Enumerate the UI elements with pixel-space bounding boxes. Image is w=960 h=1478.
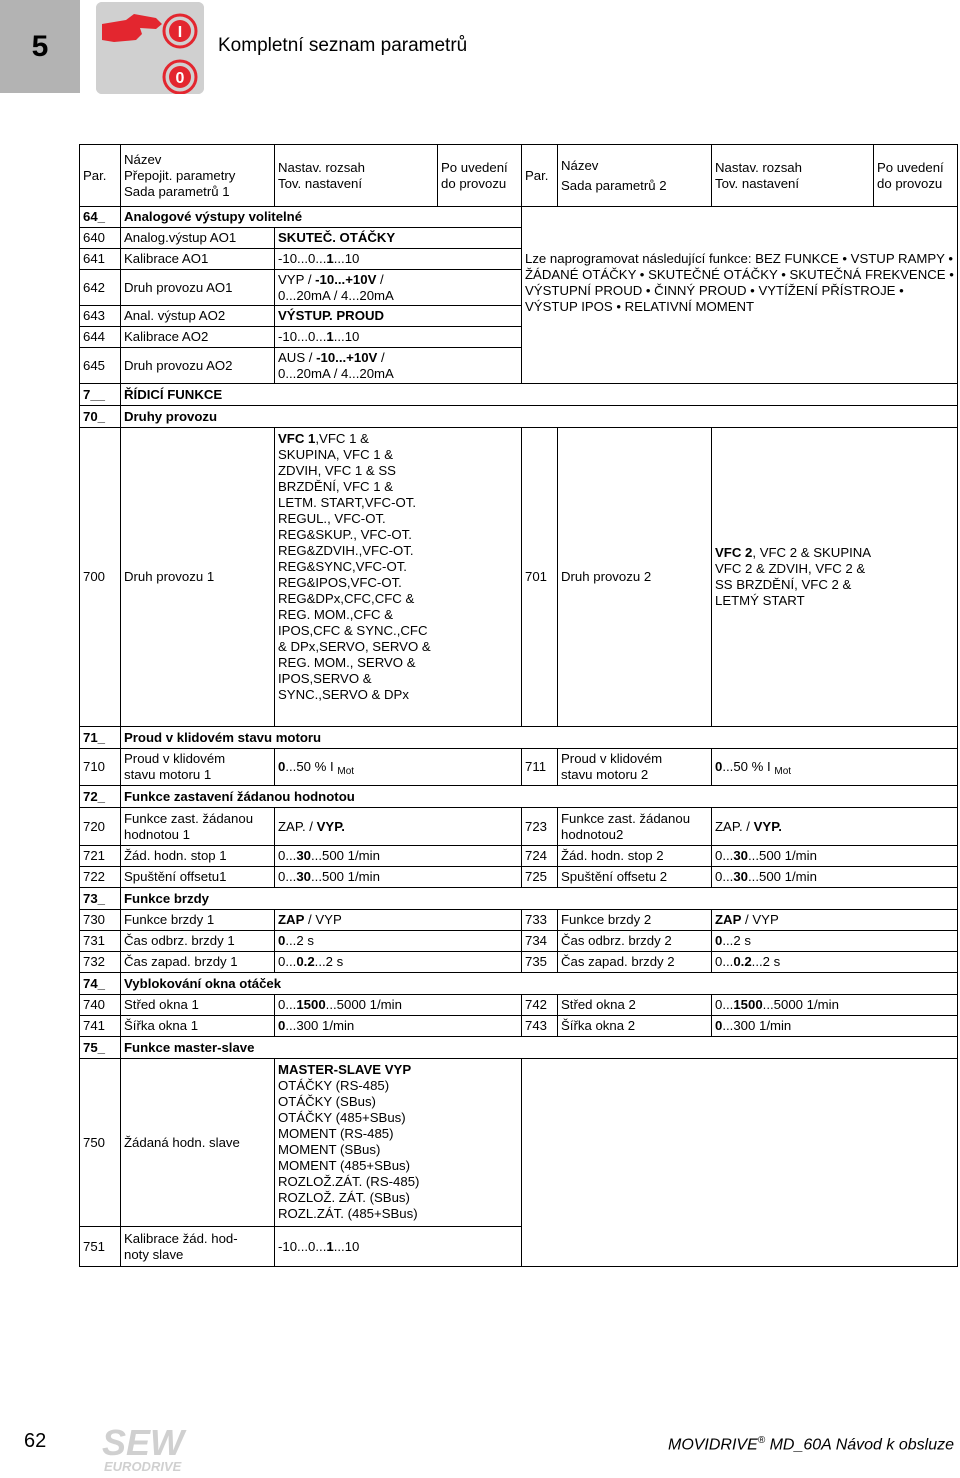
table-row: 732 Čas zapad. brzdy 1 0...0.2...2 s 735 Čas zapad. brzdy 2 0...0.2...2 s [80,952,958,973]
chapter-icon-box [96,2,204,94]
table-row: 640 Analog.výstup AO1 SKUTEČ. OTÁČKY [80,228,958,249]
chapter-number: 5 [0,0,80,93]
page-number: 62 [24,1430,47,1452]
table-row: 64_ Analogové výstupy volitelné Lze naprogramovat následující funkce: BEZ FUNKCE • VSTUP RAMPY • ŽÁDANÉ OTÁČKY • SKUTEČNÉ OTÁČKY • SKUTEČNÁ FREKVENCE • VÝSTUPNÍ PROUD • ČINNÝ PROUD • VYTÍŽENÍ PŘÍSTROJE • VÝSTUP IPOS • RELATIVNÍ MOMENT [80,207,958,228]
chapter-title: Kompletní seznam parametrů [218,35,468,56]
table-row: 751 Kalibrace žád. hod- noty slave -10...0...1...10 [80,1227,958,1267]
table-row: 642 Druh provozu AO1 VYP / -10...+10V / 0...20mA / 4...20mA [80,270,958,306]
table-row: 71_ Proud v klidovém stavu motoru [80,727,958,749]
sew-logo [100,1425,220,1473]
table-row: 741 Šířka okna 1 0...300 1/min 743 Šířka okna 2 0...300 1/min [80,1016,958,1037]
table-row: 70_ Druhy provozu [80,406,958,428]
table-row: 731 Čas odbrz. brzdy 1 0...2 s 734 Čas odbrz. brzdy 2 0...2 s [80,931,958,952]
table-row: 700 Druh provozu 1 VFC 1,VFC 1 & SKUPINA, VFC 1 & ZDVIH, VFC 1 & SS BRZDĚNÍ, VFC 1 & LETM. START,VFC-OT. REGUL., VFC-OT. REG&SKUP., VFC-OT. REG&ZDVIH.,VFC-OT. REG&SYNC,VFC-OT. REG&IPOS,VFC-OT. REG&DPx,CFC,CFC & REG. MOM.,CFC & IPOS,CFC & SYNC.,CFC & DPx,SERVO, SERVO & REG. MOM., SERVO & IPOS,SERVO & SYNC.,SERVO & DPx 701 Druh provozu 2 VFC 2, VFC 2 & SKUPINA VFC 2 & ZDVIH, VFC 2 & SS BRZDĚNÍ, VFC 2 & LETMÝ START [80,428,958,727]
header-name: Název Přepojit. parametry Sada parametrů 1 [121,145,275,207]
table-row: 644 Kalibrace AO2 -10...0...1...10 [80,327,958,348]
header-after-commissioning: Po uvedení do provozu [438,145,522,207]
io-o-label: 0 [175,70,185,87]
table-row: 75_ Funkce master-slave [80,1037,958,1059]
table-row: 643 Anal. výstup AO2 VÝSTUP. PROUD [80,306,958,327]
table-row: 74_ Vyblokování okna otáček [80,973,958,995]
table-row: 722 Spuštění offsetu1 0...30...500 1/min 725 Spuštění offsetu 2 0...30...500 1/min [80,867,958,888]
hand-pointer-icon [96,2,204,94]
table-row: 73_ Funkce brzdy [80,888,958,910]
header-after-commissioning-2: Po uvedení do provozu [874,145,958,207]
document-title: MOVIDRIVE® MD_60A Návod k obsluze [667,1435,954,1454]
right-functions-note: Lze naprogramovat následující funkce: BEZ FUNKCE • VSTUP RAMPY • ŽÁDANÉ OTÁČKY • SKUTEČNÉ OTÁČKY • SKUTEČNÁ FREKVENCE • VÝSTUPNÍ PROUD • ČINNÝ PROUD • VYTÍŽENÍ PŘÍSTROJE • VÝSTUP IPOS • RELATIVNÍ MOMENT [522,207,958,384]
table-row: 641 Kalibrace AO1 -10...0...1...10 [80,249,958,270]
table-row: 740 Střed okna 1 0...1500...5000 1/min 742 Střed okna 2 0...1500...5000 1/min [80,995,958,1016]
table-row: 720 Funkce zast. žádanou hodnotou 1 ZAP. / VYP. 723 Funkce zast. žádanou hodnotou2 ZAP. / VYP. [80,808,958,846]
table-row: 645 Druh provozu AO2 AUS / -10...+10V / 0...20mA / 4...20mA [80,348,958,384]
header-setting: Nastav. rozsah Tov. nastavení [275,145,438,207]
sew-eurodrive-logo-icon [100,1425,220,1473]
table-header [80,145,958,207]
table-row: 730 Funkce brzdy 1 ZAP / VYP 733 Funkce brzdy 2 ZAP / VYP [80,910,958,931]
svg-text:SEW: SEW [102,1425,185,1463]
table-row: 7__ ŘÍDICÍ FUNKCE [80,384,958,406]
parameter-table [79,144,958,1267]
table-row: 750 Žádaná hodn. slave MASTER-SLAVE VYP OTÁČKY (RS-485) OTÁČKY (SBus) OTÁČKY (485+SBus) MOMENT (RS-485) MOMENT (SBus) MOMENT (485+SBus) ROZLOŽ.ZÁT. (RS-485) ROZLOŽ. ZÁT. (SBus) ROZL.ZÁT. (485+SBus) [80,1059,958,1227]
table-row: 72_ Funkce zastavení žádanou hodnotou [80,786,958,808]
header-par: Par. [80,145,121,207]
header-par-2: Par. [522,145,558,207]
io-i-label: I [177,24,183,41]
svg-text:EURODRIVE: EURODRIVE [104,1459,182,1473]
header-setting-2: Nastav. rozsah Tov. nastavení [712,145,874,207]
table-row: 710 Proud v klidovém stavu motoru 1 0...50 % I $_{Mot}$ 711 Proud v klidovém stavu motoru 2 0...50 % I $_{Mot}$ [80,749,958,786]
header-name-2: Název Sada parametrů 2 [558,145,712,207]
table-row: 721 Žád. hodn. stop 1 0...30...500 1/min 724 Žád. hodn. stop 2 0...30...500 1/min [80,846,958,867]
